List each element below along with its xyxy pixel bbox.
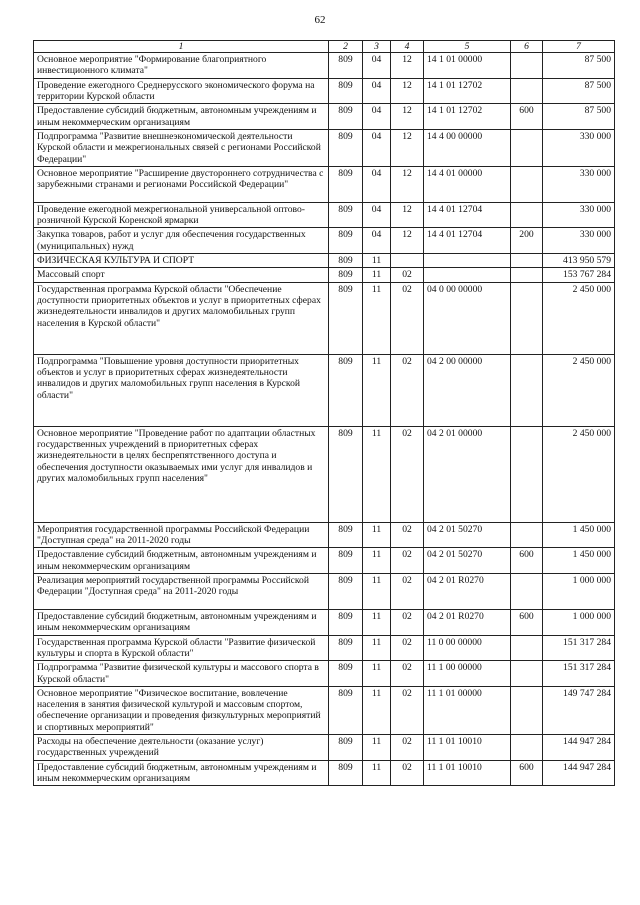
row-expense-type (511, 166, 543, 202)
row-target-code: 04 2 01 R0270 (424, 573, 511, 609)
row-target-code: 11 1 01 00000 (424, 686, 511, 734)
column-header: 2 (329, 41, 363, 53)
row-ministry-code: 809 (329, 268, 363, 282)
row-ministry-code: 809 (329, 686, 363, 734)
row-target-code: 04 2 01 50270 (424, 522, 511, 548)
table-row (34, 686, 615, 734)
row-target-code (424, 268, 511, 282)
table-row (34, 282, 615, 354)
row-amount: 330 000 (543, 129, 615, 166)
row-section-code: 04 (363, 104, 391, 130)
row-target-code: 04 2 00 00000 (424, 354, 511, 426)
row-subsection-code: 02 (391, 735, 424, 761)
row-expense-type (511, 354, 543, 426)
row-section-code: 11 (363, 573, 391, 609)
row-name: Основное мероприятие "Физическое воспитание, вовлечение населения в занятия физической культурой и массовым спортом, обеспечение организации и проведения физкультурных мероприятий и спортивных мероприятий" (34, 686, 329, 734)
row-section-code: 11 (363, 609, 391, 635)
column-header: 6 (511, 41, 543, 53)
row-subsection-code: 02 (391, 760, 424, 786)
row-section-code: 11 (363, 760, 391, 786)
row-amount: 87 500 (543, 104, 615, 130)
row-ministry-code: 809 (329, 282, 363, 354)
table-row (34, 53, 615, 79)
row-subsection-code: 12 (391, 202, 424, 228)
row-expense-type (511, 686, 543, 734)
row-ministry-code: 809 (329, 254, 363, 268)
row-name: Подпрограмма "Развитие физической культуры и массового спорта в Курской области" (34, 661, 329, 687)
row-subsection-code: 02 (391, 661, 424, 687)
row-subsection-code: 02 (391, 548, 424, 574)
column-header: 4 (391, 41, 424, 53)
row-amount: 144 947 284 (543, 760, 615, 786)
table-row (34, 573, 615, 609)
row-ministry-code: 809 (329, 635, 363, 661)
row-subsection-code (391, 254, 424, 268)
row-amount: 87 500 (543, 53, 615, 79)
table-row (34, 268, 615, 282)
row-expense-type: 200 (511, 228, 543, 254)
row-amount: 151 317 284 (543, 635, 615, 661)
table-row (34, 78, 615, 104)
row-ministry-code: 809 (329, 104, 363, 130)
row-ministry-code: 809 (329, 609, 363, 635)
table-row (34, 735, 615, 761)
row-subsection-code: 12 (391, 228, 424, 254)
table-row (34, 635, 615, 661)
row-target-code: 14 1 01 00000 (424, 53, 511, 79)
row-section-code: 04 (363, 129, 391, 166)
table-row (34, 166, 615, 202)
row-ministry-code: 809 (329, 426, 363, 522)
row-subsection-code: 12 (391, 166, 424, 202)
row-subsection-code: 02 (391, 282, 424, 354)
row-section-code: 04 (363, 166, 391, 202)
row-subsection-code: 02 (391, 354, 424, 426)
row-section-code: 11 (363, 354, 391, 426)
row-subsection-code: 12 (391, 104, 424, 130)
row-expense-type: 600 (511, 104, 543, 130)
row-section-code: 11 (363, 635, 391, 661)
row-expense-type (511, 202, 543, 228)
row-target-code: 14 1 01 12702 (424, 104, 511, 130)
row-name: Государственная программа Курской области "Развитие физической культуры и спорта в Курской области" (34, 635, 329, 661)
row-target-code: 11 1 01 10010 (424, 760, 511, 786)
row-target-code: 14 4 01 12704 (424, 228, 511, 254)
row-ministry-code: 809 (329, 735, 363, 761)
table-row (34, 760, 615, 786)
column-header: 3 (363, 41, 391, 53)
row-subsection-code: 02 (391, 268, 424, 282)
row-target-code: 04 2 01 R0270 (424, 609, 511, 635)
row-target-code: 11 0 00 00000 (424, 635, 511, 661)
row-section-code: 04 (363, 78, 391, 104)
table-row (34, 202, 615, 228)
row-amount: 2 450 000 (543, 426, 615, 522)
row-target-code: 11 1 00 00000 (424, 661, 511, 687)
row-name: Предоставление субсидий бюджетным, автономным учреждениям и иным некоммерческим организациям (34, 609, 329, 635)
row-amount: 330 000 (543, 228, 615, 254)
row-section-code: 11 (363, 735, 391, 761)
row-expense-type (511, 268, 543, 282)
row-amount: 2 450 000 (543, 354, 615, 426)
row-subsection-code: 12 (391, 53, 424, 79)
row-section-code: 11 (363, 548, 391, 574)
row-name: Подпрограмма "Повышение уровня доступности приоритетных объектов и услуг в приоритетных сферах жизнедеятельности инвалидов и других маломобильных групп населения в Курской области" (34, 354, 329, 426)
row-amount: 413 950 579 (543, 254, 615, 268)
row-target-code: 14 4 01 12704 (424, 202, 511, 228)
row-ministry-code: 809 (329, 354, 363, 426)
table-row (34, 129, 615, 166)
row-expense-type (511, 635, 543, 661)
table-row (34, 661, 615, 687)
row-name: Государственная программа Курской области "Обеспечение доступности приоритетных объектов и услуг в приоритетных сферах жизнедеятельности инвалидов и других маломобильных групп населения в Курской области" (34, 282, 329, 354)
row-amount: 330 000 (543, 202, 615, 228)
row-subsection-code: 02 (391, 573, 424, 609)
row-expense-type (511, 282, 543, 354)
row-expense-type: 600 (511, 609, 543, 635)
column-header: 5 (424, 41, 511, 53)
row-name: Расходы на обеспечение деятельности (оказание услуг) государственных учреждений (34, 735, 329, 761)
row-amount: 1 450 000 (543, 548, 615, 574)
table-row (34, 228, 615, 254)
row-ministry-code: 809 (329, 228, 363, 254)
row-amount: 1 000 000 (543, 573, 615, 609)
row-target-code: 14 4 00 00000 (424, 129, 511, 166)
budget-table (33, 40, 615, 786)
row-target-code: 04 2 01 50270 (424, 548, 511, 574)
row-ministry-code: 809 (329, 573, 363, 609)
row-expense-type (511, 78, 543, 104)
table-row (34, 354, 615, 426)
row-amount: 1 000 000 (543, 609, 615, 635)
row-section-code: 04 (363, 228, 391, 254)
row-amount: 1 450 000 (543, 522, 615, 548)
row-expense-type (511, 573, 543, 609)
row-section-code: 04 (363, 53, 391, 79)
row-name: Проведение ежегодного Среднерусского экономического форума на территории Курской области (34, 78, 329, 104)
table-row (34, 522, 615, 548)
row-section-code: 04 (363, 202, 391, 228)
table-row (34, 426, 615, 522)
row-name: Предоставление субсидий бюджетным, автономным учреждениям и иным некоммерческим организациям (34, 104, 329, 130)
row-ministry-code: 809 (329, 53, 363, 79)
row-name: ФИЗИЧЕСКАЯ КУЛЬТУРА И СПОРТ (34, 254, 329, 268)
row-section-code: 11 (363, 661, 391, 687)
row-ministry-code: 809 (329, 202, 363, 228)
row-target-code: 04 0 00 00000 (424, 282, 511, 354)
row-expense-type (511, 426, 543, 522)
row-name: Массовый спорт (34, 268, 329, 282)
row-subsection-code: 02 (391, 426, 424, 522)
row-target-code: 14 4 01 00000 (424, 166, 511, 202)
row-name: Предоставление субсидий бюджетным, автономным учреждениям и иным некоммерческим организациям (34, 760, 329, 786)
row-subsection-code: 12 (391, 78, 424, 104)
row-ministry-code: 809 (329, 78, 363, 104)
row-section-code: 11 (363, 686, 391, 734)
row-amount: 330 000 (543, 166, 615, 202)
row-section-code: 11 (363, 254, 391, 268)
column-header: 7 (543, 41, 615, 53)
row-expense-type: 600 (511, 760, 543, 786)
row-name: Основное мероприятие "Формирование благоприятного инвестиционного климата" (34, 53, 329, 79)
row-name: Основное мероприятие "Проведение работ по адаптации областных государственных учреждений в приоритетных сферах жизнедеятельности в целях беспрепятственного доступа и обеспечения доступности оказываемых ими услуг для инвалидов и других маломобильных групп населения" (34, 426, 329, 522)
row-subsection-code: 02 (391, 686, 424, 734)
row-subsection-code: 02 (391, 635, 424, 661)
row-target-code: 04 2 01 00000 (424, 426, 511, 522)
column-header: 1 (34, 41, 329, 53)
row-amount: 151 317 284 (543, 661, 615, 687)
row-expense-type (511, 735, 543, 761)
row-name: Проведение ежегодной межрегиональной универсальной оптово-розничной Курской Коренской ярмарки (34, 202, 329, 228)
row-target-code: 11 1 01 10010 (424, 735, 511, 761)
row-section-code: 11 (363, 282, 391, 354)
row-ministry-code: 809 (329, 661, 363, 687)
table-body (34, 53, 615, 786)
row-section-code: 11 (363, 426, 391, 522)
row-expense-type (511, 53, 543, 79)
table-header-row (34, 41, 615, 53)
row-target-code (424, 254, 511, 268)
row-amount: 149 747 284 (543, 686, 615, 734)
row-subsection-code: 02 (391, 609, 424, 635)
row-name: Предоставление субсидий бюджетным, автономным учреждениям и иным некоммерческим организациям (34, 548, 329, 574)
row-expense-type (511, 522, 543, 548)
row-name: Основное мероприятие "Расширение двустороннего сотрудничества с зарубежными странами и регионами Российской Федерации" (34, 166, 329, 202)
table-row (34, 548, 615, 574)
row-ministry-code: 809 (329, 166, 363, 202)
row-expense-type (511, 254, 543, 268)
row-name: Подпрограмма "Развитие внешнеэкономической деятельности Курской области и межрегиональных связей с регионами Российской Федерации" (34, 129, 329, 166)
table-row (34, 104, 615, 130)
row-subsection-code: 02 (391, 522, 424, 548)
row-subsection-code: 12 (391, 129, 424, 166)
row-expense-type (511, 661, 543, 687)
row-target-code: 14 1 01 12702 (424, 78, 511, 104)
row-ministry-code: 809 (329, 129, 363, 166)
row-name: Реализация мероприятий государственной программы Российской Федерации "Доступная среда" на 2011-2020 годы (34, 573, 329, 609)
row-section-code: 11 (363, 268, 391, 282)
row-amount: 144 947 284 (543, 735, 615, 761)
page-number: 62 (314, 14, 326, 26)
row-name: Мероприятия государственной программы Российской Федерации "Доступная среда" на 2011-2020 годы (34, 522, 329, 548)
row-ministry-code: 809 (329, 548, 363, 574)
table-row (34, 609, 615, 635)
row-name: Закупка товаров, работ и услуг для обеспечения государственных (муниципальных) нужд (34, 228, 329, 254)
row-amount: 153 767 284 (543, 268, 615, 282)
table-row (34, 254, 615, 268)
row-amount: 2 450 000 (543, 282, 615, 354)
row-expense-type: 600 (511, 548, 543, 574)
row-expense-type (511, 129, 543, 166)
row-ministry-code: 809 (329, 760, 363, 786)
row-section-code: 11 (363, 522, 391, 548)
row-ministry-code: 809 (329, 522, 363, 548)
row-amount: 87 500 (543, 78, 615, 104)
